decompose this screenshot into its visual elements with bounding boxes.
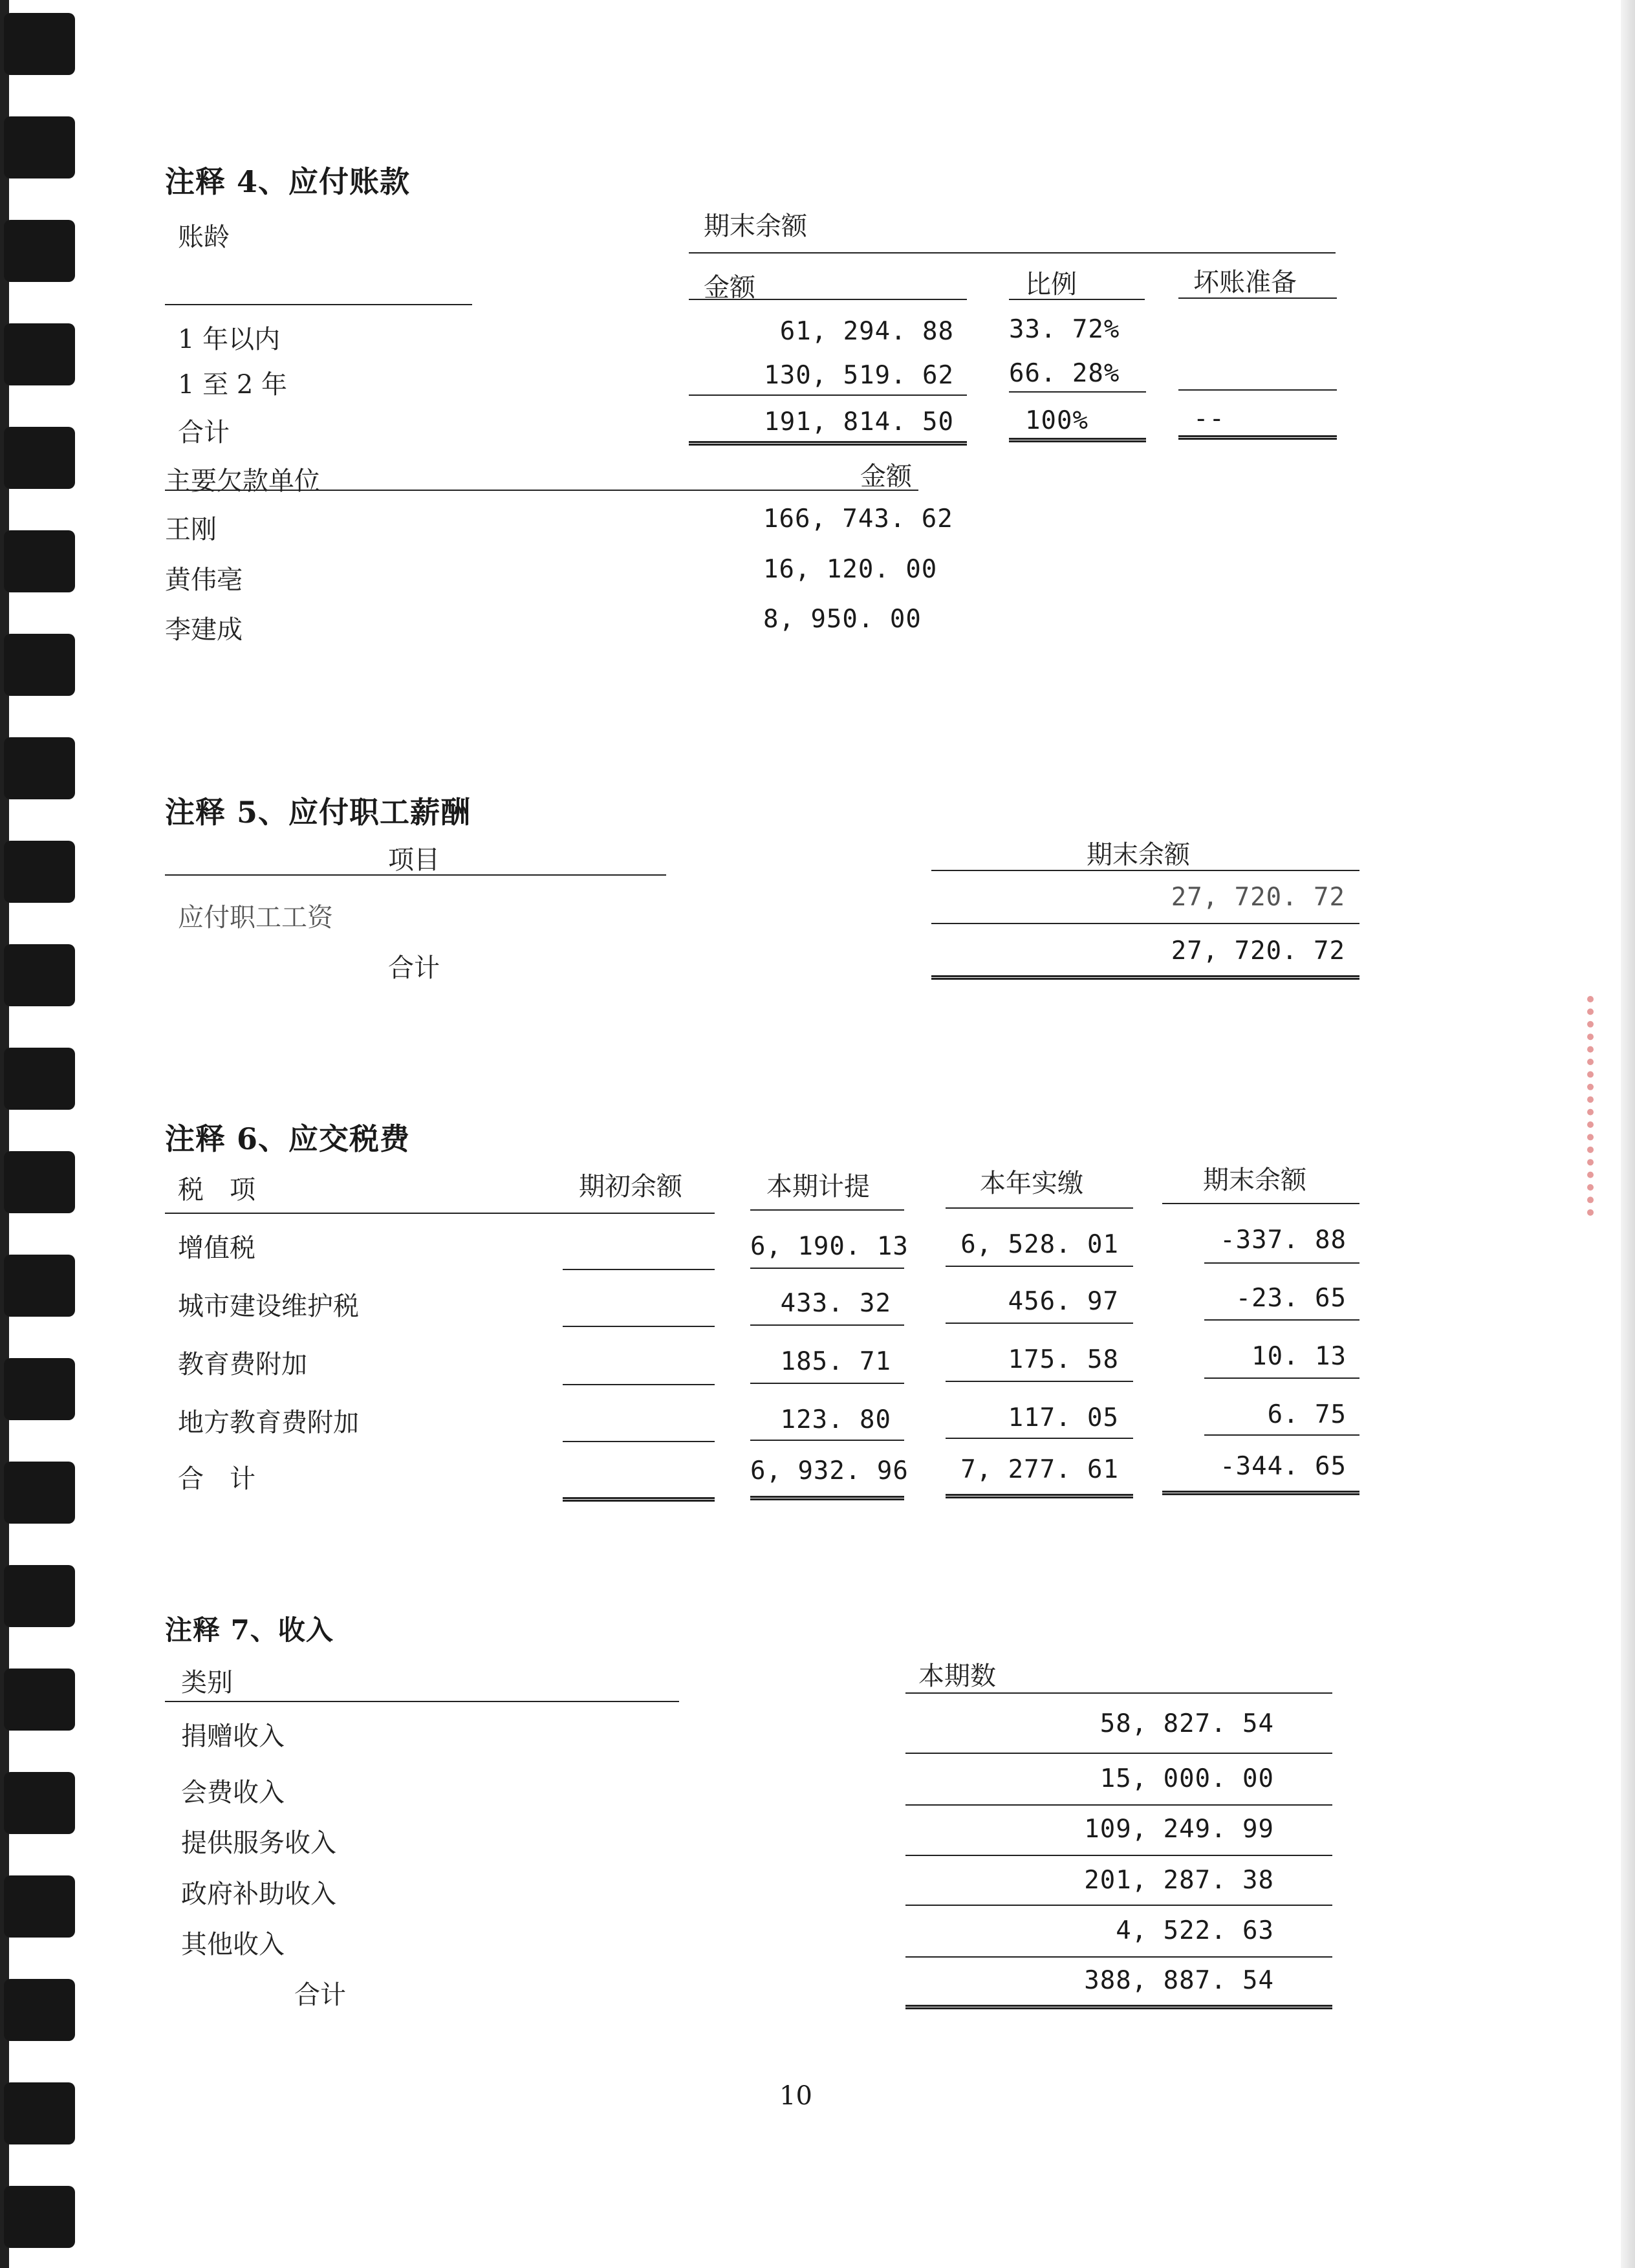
rule (931, 870, 1359, 871)
bad-debt-cell: -- (1193, 404, 1225, 433)
amount-cell: 15, 000. 00 (1099, 1764, 1274, 1793)
row-label: 捐赠收入 (181, 1722, 285, 1751)
binding-hole (4, 737, 75, 799)
binding-hole (4, 1358, 75, 1420)
row-label: 1 至 2 年 (178, 370, 288, 400)
row-label: 会费收入 (181, 1778, 285, 1808)
rule (563, 1441, 715, 1442)
double-rule (1009, 438, 1146, 442)
note4-age-header: 账龄 (178, 222, 230, 252)
note7-col-category: 类别 (181, 1668, 233, 1698)
rule (563, 1326, 715, 1327)
double-rule (931, 975, 1359, 980)
note6-col-item: 税 项 (178, 1175, 255, 1205)
note4-balance-header: 期末余额 (704, 211, 807, 241)
row-label: 地方教育费附加 (178, 1408, 359, 1438)
note6-col-accrued: 本期计提 (766, 1172, 870, 1202)
closing-cell: -344. 65 (1220, 1452, 1347, 1481)
rule (750, 1324, 904, 1326)
double-rule (1162, 1491, 1359, 1495)
amount-cell: 109, 249. 99 (1084, 1815, 1274, 1844)
accrued-cell: 185. 71 (780, 1347, 891, 1376)
binding-hole (4, 1048, 75, 1110)
amount-cell: 201, 287. 38 (1084, 1866, 1274, 1895)
row-label: 增值税 (178, 1233, 255, 1263)
binding-hole (4, 841, 75, 903)
row-label: 城市建设维护税 (178, 1291, 359, 1321)
binding-hole (4, 427, 75, 489)
closing-cell: 6. 75 (1267, 1400, 1347, 1429)
binding-hole (4, 116, 75, 178)
amount-cell: 61, 294. 88 (779, 317, 954, 346)
binding-hole (4, 634, 75, 696)
rule (1178, 297, 1337, 299)
double-rule (750, 1496, 904, 1500)
debtor-amount: 16, 120. 00 (763, 555, 938, 584)
amount-cell: 27, 720. 72 (1171, 883, 1345, 912)
rule (165, 490, 918, 491)
rule (750, 1268, 904, 1269)
binding-hole (4, 1255, 75, 1317)
rule (689, 299, 967, 300)
row-label: 教育费附加 (178, 1350, 307, 1379)
rule (1009, 391, 1146, 393)
note7-title: 注释 7、收入 (165, 1614, 334, 1646)
note5-title: 注释 5、应付职工薪酬 (165, 795, 471, 830)
debtor-name: 黄伟亳 (165, 565, 243, 595)
debtor-name: 王刚 (165, 515, 217, 545)
spiral-binding (0, 0, 91, 2268)
rule (905, 1905, 1332, 1906)
page-edge-shadow (1621, 0, 1635, 2268)
double-rule (905, 2005, 1332, 2009)
paid-cell: 456. 97 (1008, 1287, 1119, 1316)
rule (946, 1323, 1133, 1324)
rule (946, 1266, 1133, 1267)
closing-cell: 10. 13 (1251, 1342, 1347, 1371)
rule (750, 1383, 904, 1384)
binding-hole (4, 13, 75, 75)
row-label: 合计 (388, 953, 440, 983)
rule (946, 1438, 1133, 1439)
binding-hole (4, 2082, 75, 2144)
note5-col-balance: 期末余额 (1087, 840, 1190, 870)
rule (1162, 1203, 1359, 1204)
rule (905, 1956, 1332, 1958)
accrued-cell: 123. 80 (780, 1405, 891, 1434)
note6-title: 注释 6、应交税费 (165, 1121, 411, 1156)
rule (165, 304, 472, 305)
binding-hole (4, 220, 75, 282)
ratio-cell: 33. 72% (1009, 315, 1120, 344)
paid-cell: 6, 528. 01 (960, 1230, 1119, 1259)
rule (165, 1213, 715, 1214)
binding-hole (4, 1772, 75, 1834)
accrued-cell: 433. 32 (780, 1289, 891, 1318)
rule (1204, 1434, 1359, 1436)
amount-cell: 130, 519. 62 (764, 361, 954, 390)
rule (905, 1692, 1332, 1694)
double-rule (946, 1494, 1133, 1498)
rule (563, 1269, 715, 1270)
paid-cell: 175. 58 (1008, 1345, 1119, 1374)
debtor-amount: 166, 743. 62 (763, 504, 953, 534)
debtor-amount: 8, 950. 00 (763, 605, 922, 634)
amount-cell: 58, 827. 54 (1099, 1709, 1274, 1738)
row-label: 合计 (294, 1980, 346, 2010)
rule (931, 923, 1359, 924)
row-label: 合 计 (178, 1464, 255, 1494)
double-rule (563, 1497, 715, 1502)
amount-cell: 27, 720. 72 (1171, 936, 1345, 966)
row-label: 合计 (178, 418, 230, 448)
page-number: 10 (779, 2081, 812, 2111)
note6-col-paid: 本年实缴 (980, 1169, 1083, 1198)
ratio-cell: 100% (1025, 406, 1088, 435)
paid-cell: 117. 05 (1008, 1403, 1119, 1432)
paid-cell: 7, 277. 61 (960, 1455, 1119, 1484)
note4-title: 注释 4、应付账款 (165, 164, 411, 199)
double-rule (1178, 435, 1337, 440)
row-label: 应付职工工资 (178, 903, 333, 933)
rule (1178, 389, 1337, 391)
note4-col-ratio: 比例 (1025, 270, 1077, 299)
binding-hole (4, 1462, 75, 1524)
rule (1204, 1262, 1359, 1264)
rule (563, 1384, 715, 1385)
note4-col-bad-debt: 坏账准备 (1193, 268, 1297, 297)
amount-cell: 388, 887. 54 (1084, 1966, 1274, 1995)
binding-hole (4, 323, 75, 385)
accrued-cell: 6, 932. 96 (750, 1456, 909, 1485)
rule (165, 1701, 679, 1702)
row-label: 提供服务收入 (181, 1828, 336, 1858)
note5-col-item: 项目 (388, 845, 440, 875)
binding-hole (4, 1669, 75, 1731)
note4-debtor-header: 主要欠款单位 (165, 466, 320, 496)
note4-debtor-amount-header: 金额 (860, 462, 912, 491)
closing-cell: -23. 65 (1235, 1284, 1347, 1313)
rule (946, 1207, 1133, 1209)
note6-col-closing: 期末余额 (1203, 1165, 1306, 1195)
rule (1009, 299, 1145, 300)
binding-hole (4, 1151, 75, 1213)
rule (750, 1440, 904, 1441)
binding-hole (4, 1979, 75, 2041)
row-label: 其他收入 (181, 1930, 285, 1960)
debtor-name: 李建成 (165, 615, 243, 645)
note4-col-amount: 金额 (704, 273, 755, 303)
binding-hole (4, 2186, 75, 2248)
rule (905, 1753, 1332, 1754)
rule (1204, 1319, 1359, 1321)
rule (165, 874, 666, 876)
rule (946, 1381, 1133, 1382)
ratio-cell: 66. 28% (1009, 359, 1120, 388)
rule (689, 252, 1336, 254)
amount-cell: 4, 522. 63 (1116, 1916, 1274, 1945)
row-label: 政府补助收入 (181, 1879, 336, 1909)
rule (750, 1209, 904, 1211)
closing-cell: -337. 88 (1220, 1226, 1347, 1255)
rule (905, 1855, 1332, 1856)
row-label: 1 年以内 (178, 325, 281, 354)
red-seal-fragment (1587, 996, 1619, 1216)
double-rule (689, 441, 967, 446)
binding-hole (4, 944, 75, 1006)
accrued-cell: 6, 190. 13 (750, 1232, 909, 1261)
amount-cell: 191, 814. 50 (764, 407, 954, 437)
rule (1204, 1377, 1359, 1379)
note6-col-opening: 期初余额 (579, 1172, 682, 1202)
rule (689, 394, 967, 396)
binding-hole (4, 1565, 75, 1627)
binding-hole (4, 1875, 75, 1938)
note7-col-current: 本期数 (918, 1661, 996, 1691)
binding-hole (4, 530, 75, 592)
rule (905, 1804, 1332, 1806)
